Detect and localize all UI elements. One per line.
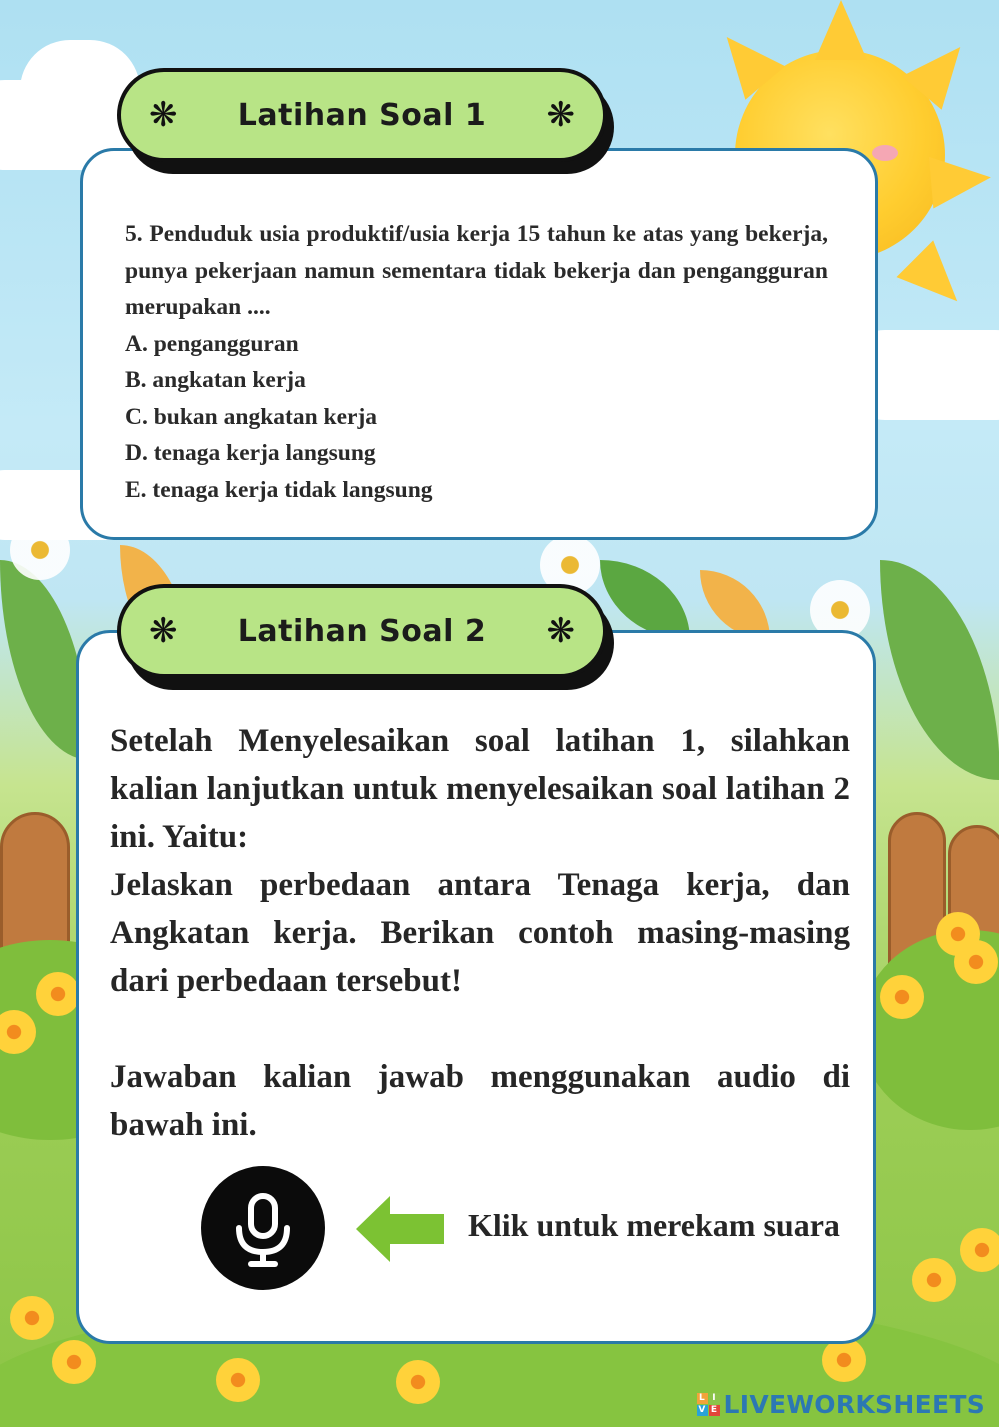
answer-option-a[interactable]: A. pengangguran xyxy=(125,330,299,357)
badge-letter: V xyxy=(698,1405,706,1415)
yellow-flower xyxy=(10,1296,54,1340)
yellow-flower xyxy=(880,975,924,1019)
sun-ray xyxy=(896,240,975,319)
sun-ray xyxy=(815,0,867,60)
arrow-left-icon xyxy=(356,1196,446,1262)
question-2 xyxy=(110,717,850,1149)
microphone-icon xyxy=(201,1166,325,1290)
yellow-flower xyxy=(954,940,998,984)
brand-name: LIVEWORKSHEETS xyxy=(723,1390,985,1419)
question-task: Jelaskan perbedaan antara Tenaga kerja, dan Angkatan kerja. Berikan contoh masing-masing dari perbedaan tersebut! xyxy=(110,867,850,999)
question-intro: Setelah Menyelesaikan soal latihan 1, silahkan kalian lanjutkan untuk menyelesaikan soal latihan 2 ini. Yaitu: xyxy=(110,723,850,855)
yellow-flower xyxy=(52,1340,96,1384)
section-title: Latihan Soal 2 xyxy=(237,613,487,649)
yellow-flower xyxy=(396,1360,440,1404)
section-title-pill-2 xyxy=(117,584,607,678)
yellow-flower xyxy=(960,1228,999,1272)
yellow-flower xyxy=(912,1258,956,1302)
sun-cheek xyxy=(872,145,898,161)
yellow-flower xyxy=(36,972,80,1016)
badge-letter: L xyxy=(697,1393,708,1404)
section-title-pill-1 xyxy=(117,68,607,162)
record-instruction-label: Klik untuk merekam suara xyxy=(468,1207,840,1243)
answer-option-c[interactable]: C. bukan angkatan kerja xyxy=(125,403,378,430)
flower-ornament-icon: ❋ xyxy=(149,611,178,651)
answer-option-e[interactable]: E. tenaga kerja tidak langsung xyxy=(125,476,433,503)
record-audio-button[interactable] xyxy=(201,1166,325,1290)
question-stem: 5. Penduduk usia produktif/usia kerja 15 tahun ke atas yang bekerja, punya pekerjaan namun sementara tidak bekerja dan pengangguran merupakan .... xyxy=(125,221,828,320)
answer-option-b[interactable]: B. angkatan kerja xyxy=(125,367,306,393)
yellow-flower xyxy=(822,1338,866,1382)
badge-letter: E xyxy=(709,1405,720,1416)
sun-ray xyxy=(929,151,993,208)
leaf xyxy=(880,560,999,780)
answer-instruction: Jawaban kalian jawab menggunakan audio di bawah ini. xyxy=(110,1059,850,1143)
flower-ornament-icon: ❋ xyxy=(546,611,575,651)
leaf xyxy=(600,560,690,640)
liveworksheets-logo xyxy=(697,1390,985,1419)
spacer xyxy=(110,1005,850,1053)
flower-ornament-icon: ❋ xyxy=(149,95,178,135)
answer-option-d[interactable]: D. tenaga kerja langsung xyxy=(125,440,376,466)
flower-ornament-icon: ❋ xyxy=(546,95,575,135)
question-1 xyxy=(125,216,828,508)
yellow-flower xyxy=(216,1358,260,1402)
daisy-flower xyxy=(10,520,70,580)
section-title: Latihan Soal 1 xyxy=(237,97,487,133)
brand-badge xyxy=(697,1393,720,1416)
badge-letter: I xyxy=(709,1393,720,1404)
